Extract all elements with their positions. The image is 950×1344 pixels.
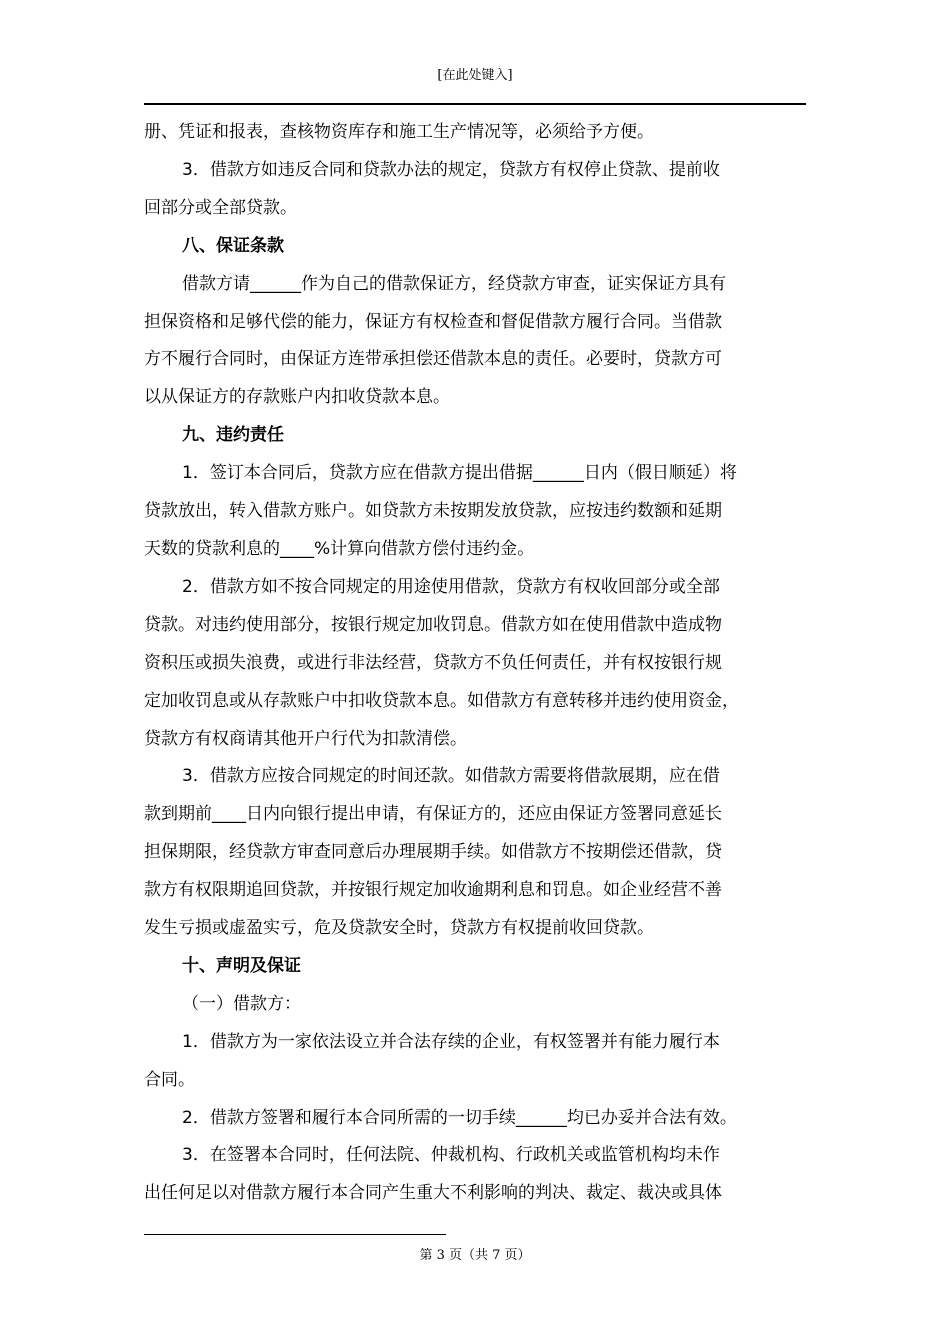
paragraph-line: 担保期限，经贷款方审查同意后办理展期手续。如借款方不按期偿还借款，贷 [144, 842, 722, 863]
footnote-divider [144, 1234, 446, 1235]
paragraph-line: 1．借款方为一家依法设立并合法存续的企业，有权签署并有能力履行本 [182, 1031, 720, 1052]
paragraph-line: 资积压或损失浪费，或进行非法经营，贷款方不负任何责任，并有权按银行规 [144, 652, 722, 673]
paragraph-line: 2．借款方签署和履行本合同所需的一切手续______均已办妥并合法有效。 [182, 1107, 737, 1128]
page-footer: 第 3 页（共 7 页） [419, 1248, 531, 1263]
paragraph-line: 以从保证方的存款账户内扣收贷款本息。 [144, 387, 450, 408]
paragraph-line: 贷款放出，转入借款方账户。如贷款方未按期发放贷款，应按违约数额和延期 [144, 501, 722, 522]
paragraph-line: 册、凭证和报表，查核物资库存和施工生产情况等，必须给予方便。 [144, 122, 654, 142]
paragraph-line: 3．借款方如违反合同和贷款办法的规定，贷款方有权停止贷款、提前收 [182, 159, 720, 180]
section-heading: 九、违约责任 [182, 425, 284, 446]
section-heading: 八、保证条款 [182, 235, 284, 256]
paragraph-line: 2．借款方如不按合同规定的用途使用借款，贷款方有权收回部分或全部 [182, 576, 720, 597]
paragraph-line: 担保资格和足够代偿的能力，保证方有权检查和督促借款方履行合同。当借款 [144, 311, 722, 332]
paragraph-line: 3．在签署本合同时，任何法院、仲裁机构、行政机关或监管机构均未作 [182, 1145, 720, 1166]
paragraph-line: 款到期前____日内向银行提出申请，有保证方的，还应由保证方签署同意延长 [144, 804, 722, 825]
paragraph-line: 发生亏损或虚盈实亏，危及贷款安全时，贷款方有权提前收回贷款。 [144, 918, 654, 939]
contract-body [144, 114, 808, 1213]
section-heading: 十、声明及保证 [182, 955, 301, 976]
paragraph-line: 天数的贷款利息的____%计算向借款方偿付违约金。 [144, 538, 535, 559]
header-divider [144, 103, 806, 105]
paragraph-line: 1．签订本合同后，贷款方应在借款方提出借据______日内（假日顺延）将 [182, 463, 737, 484]
paragraph-line: 方不履行合同时，由保证方连带承担偿还借款本息的责任。必要时，贷款方可 [144, 349, 722, 370]
paragraph-line: 出任何足以对借款方履行本合同产生重大不利影响的判决、裁定、裁决或具体 [144, 1183, 722, 1204]
paragraph-line: 借款方请______作为自己的借款保证方，经贷款方审查，证实保证方具有 [182, 273, 726, 294]
page-header: [在此处键入] [437, 68, 513, 83]
paragraph-line: 合同。 [144, 1069, 195, 1090]
paragraph-line: （一）借款方： [182, 993, 301, 1014]
paragraph-line: 3．借款方应按合同规定的时间还款。如借款方需要将借款展期，应在借 [182, 766, 720, 787]
paragraph-line: 定加收罚息或从存款账户中扣收贷款本息。如借款方有意转移并违约使用资金， [144, 690, 739, 711]
paragraph-line: 款方有权限期追回贷款，并按银行规定加收逾期利息和罚息。如企业经营不善 [144, 880, 722, 901]
paragraph-line: 贷款。对违约使用部分，按银行规定加收罚息。借款方如在使用借款中造成物 [144, 614, 722, 635]
paragraph-line: 贷款方有权商请其他开户行代为扣款清偿。 [144, 728, 467, 749]
paragraph-line: 回部分或全部贷款。 [144, 197, 297, 218]
